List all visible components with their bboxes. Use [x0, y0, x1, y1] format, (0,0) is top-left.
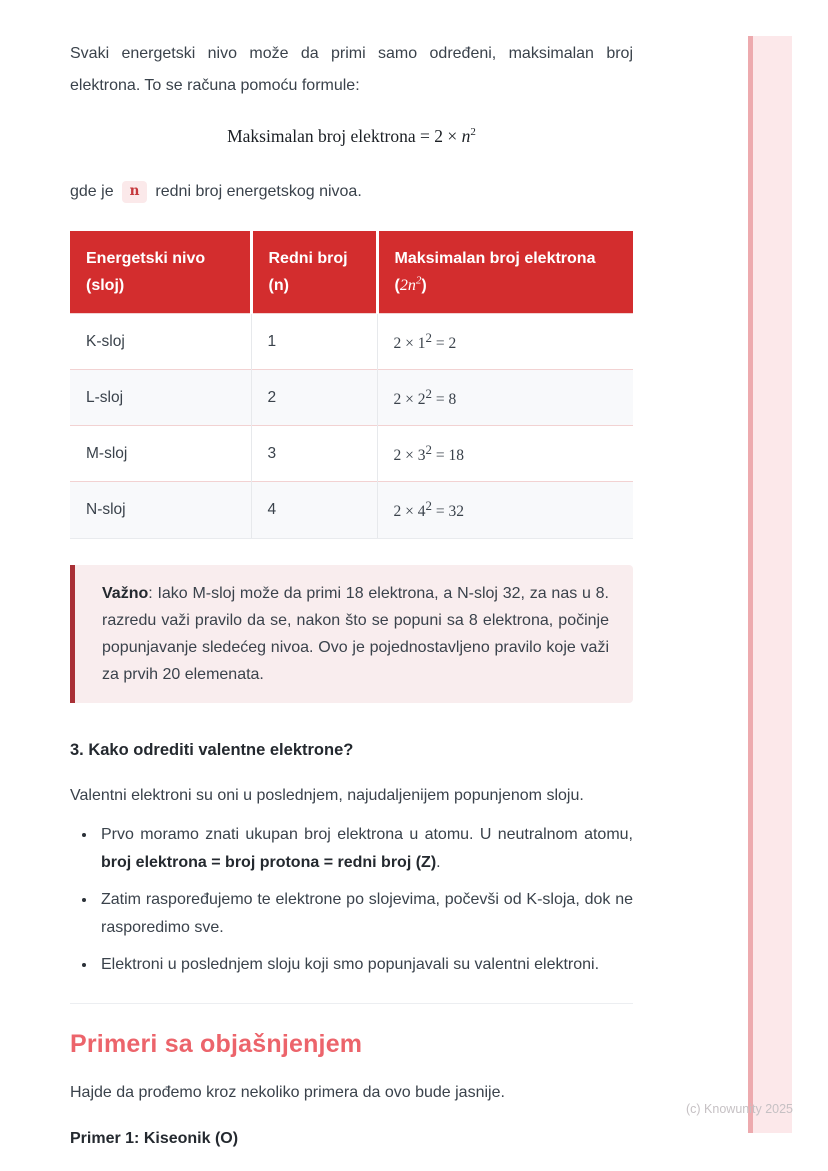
- formula-exponent: 2: [470, 126, 476, 139]
- cell-n: 3: [251, 426, 377, 482]
- cell-expression: $2 \times 1^2 = 2$: [377, 314, 633, 370]
- example-1-title: Primer 1: Kiseonik (O): [70, 1129, 239, 1147]
- header-maks-broj-elektrona: Maksimalan broj elektrona $(2n^2)$: [377, 231, 633, 314]
- copyright-watermark: (c) Knowunity 2025: [686, 1102, 794, 1116]
- cell-n: 1: [251, 314, 377, 370]
- intro-paragraph: Svaki energetski nivo može da primi samo određeni, maksimalan broj elektrona. To se računa pomoću formule:: [70, 45, 633, 94]
- header-redni-broj: Redni broj (n): [251, 231, 377, 314]
- examples-intro: Hajde da prođemo kroz nekoliko primera da ovo bude jasnije.: [70, 1083, 505, 1101]
- callout-label: Važno: [102, 584, 149, 602]
- formula-text: Maksimalan broj elektrona = 2 ×: [227, 126, 462, 146]
- cell-shell: N-sloj: [70, 482, 251, 538]
- section-divider: [70, 1003, 633, 1004]
- callout-text: : Iako M-sloj može da primi 18 elektrona, a N-sloj 32, za nas u 8. razredu važi pravilo da se, nakon što se popuni sa 8 elektrona, počinje popunjavanje sledećeg nivoa. Ovo je pojednostavljeno pravilo koje važi za prvih 20 elemenata.: [102, 584, 609, 683]
- header-math-2n2: $2n^2$: [399, 274, 422, 294]
- list-item: • Prvo moramo znati ukupan broj elektrona u atomu. U neutralnom atomu, broj elektrona = broj protona = redni broj (Z).: [97, 821, 633, 877]
- examples-heading: Primeri sa objašnjenjem: [70, 1029, 363, 1058]
- cell-expression: $2 \times 3^2 = 18$: [377, 426, 633, 482]
- valence-steps-list: [70, 821, 633, 979]
- cell-expression: $2 \times 4^2 = 32$: [377, 482, 633, 538]
- cell-shell: M-sloj: [70, 426, 251, 482]
- cell-expression: $2 \times 2^2 = 8$: [377, 370, 633, 426]
- energy-levels-table: [70, 231, 633, 539]
- header-energetski-nivo: Energetski nivo (sloj): [70, 231, 251, 314]
- formula-legend-line: [70, 178, 633, 206]
- list-item: • Zatim raspoređujemo te elektrone po slojevima, počevši od K-sloja, dok ne rasporedimo sve.: [97, 886, 633, 942]
- legend-text-after: redni broj energetskog nivoa.: [155, 183, 362, 200]
- max-electrons-formula: [70, 122, 633, 150]
- page-edge-highlight-stripe: [748, 36, 792, 1133]
- table-row: [70, 314, 633, 370]
- cell-shell: K-sloj: [70, 314, 251, 370]
- cell-shell: L-sloj: [70, 370, 251, 426]
- inline-code-n: n: [122, 181, 148, 204]
- table-row: [70, 482, 633, 538]
- section-3-title: 3. Kako odrediti valentne elektrone?: [70, 740, 354, 759]
- section-3-intro: Valentni elektroni su oni u poslednjem, najudaljenijem popunjenom sloju.: [70, 786, 584, 804]
- table-row: [70, 426, 633, 482]
- important-callout: [70, 565, 633, 703]
- formula-variable: n: [461, 126, 471, 146]
- legend-text-before: gde je: [70, 183, 114, 200]
- table-header-row: [70, 231, 633, 314]
- cell-n: 4: [251, 482, 377, 538]
- table-row: [70, 370, 633, 426]
- cell-n: 2: [251, 370, 377, 426]
- document-content: [70, 0, 633, 1150]
- list-item: • Elektroni u poslednjem sloju koji smo popunjavali su valentni elektroni.: [97, 951, 633, 979]
